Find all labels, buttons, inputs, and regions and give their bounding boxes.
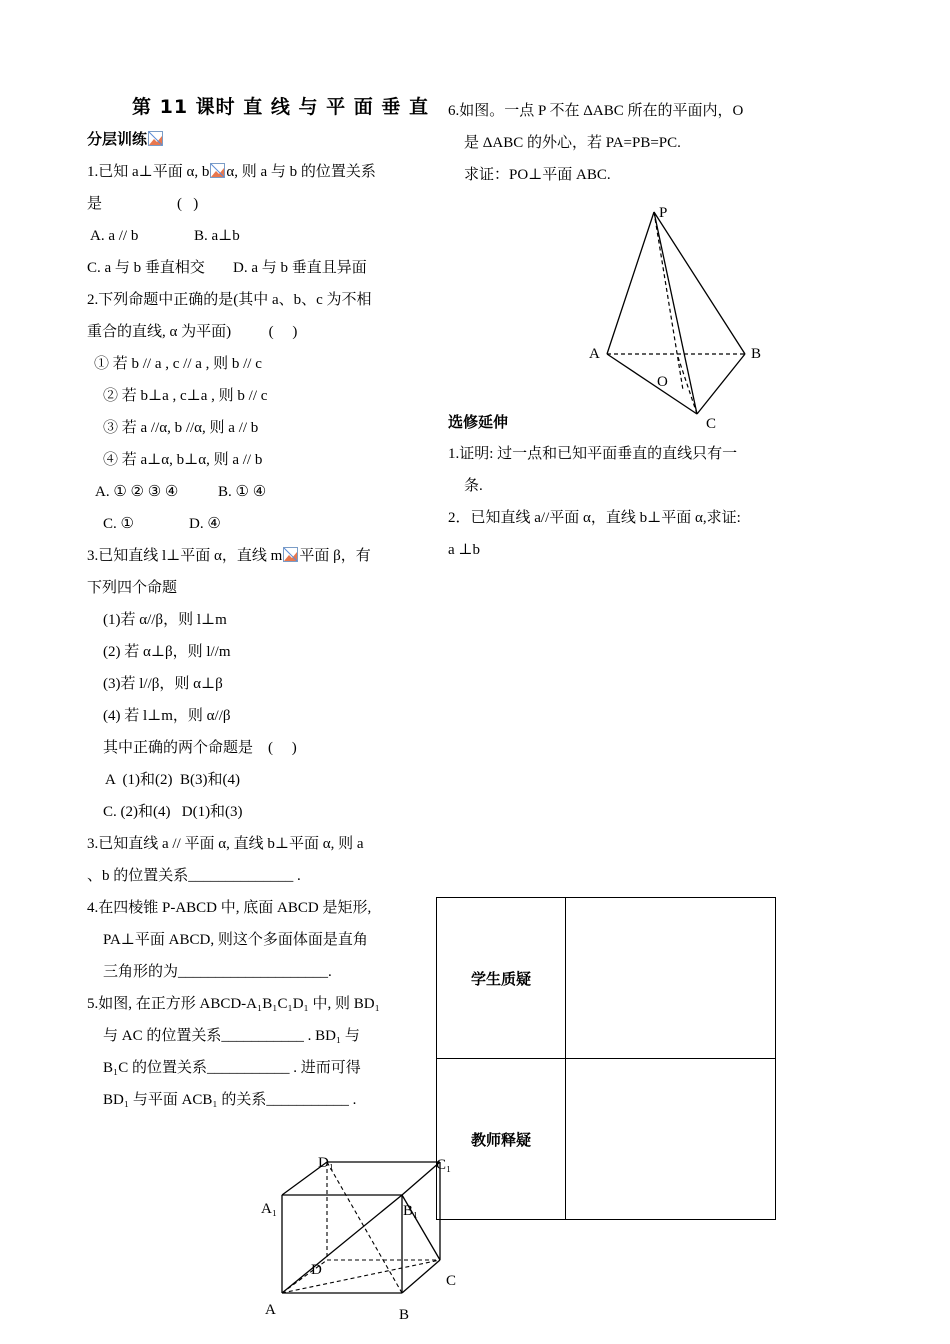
segment-PO-hidden (654, 212, 683, 390)
ext2-line2: a ⊥b (448, 542, 481, 558)
q2-proposition-2: ② 若 b⊥a , c⊥a , 则 b // c (103, 388, 268, 404)
label-B: B (751, 346, 762, 362)
segment-CO-hidden (677, 354, 697, 414)
diagonal-AB1 (282, 1195, 402, 1293)
page-title: 第 11 课时 直 线 与 平 面 垂 直 (132, 96, 429, 118)
label-A: A (265, 1302, 276, 1318)
q5-line3: B₁C 的位置关系___________ . 进而可得 (103, 1060, 361, 1076)
table-row (437, 898, 776, 1059)
q5-line2: 与 AC 的位置关系___________ . BD₁ 与 (103, 1028, 360, 1044)
edge-AC (607, 354, 697, 414)
label-P: P (659, 205, 668, 221)
q3-text-a: 3.已知直线 l⊥平面 α，直线 m (87, 548, 283, 564)
edge-B1C1 (402, 1162, 440, 1195)
q1-text-a: 1.已知 a⊥平面 α, b (87, 164, 210, 180)
cube-figure (255, 1150, 470, 1330)
q1-option-a: A. a // b (90, 228, 139, 244)
q3b-line2: 、b 的位置关系______________ . (87, 868, 301, 884)
q1-line2: 是 ( ) (87, 196, 199, 212)
label-A1: A₁ (261, 1201, 278, 1217)
edge-PA (607, 212, 654, 354)
q3-options-cd: C. (2)和(4) D(1)和(3) (103, 804, 243, 820)
diagonal-BD1-hidden (327, 1162, 402, 1293)
q2-proposition-3: ③ 若 a //α, b //α, 则 a // b (103, 420, 259, 436)
section-heading: 分层训练 (87, 130, 148, 148)
label-B: B (399, 1307, 410, 1323)
diagonal-AC-hidden (282, 1260, 440, 1293)
q2-proposition-1: ① 若 b // a , c // a , 则 b // c (94, 356, 262, 372)
q2-option-b: B. ① ④ (218, 484, 267, 500)
q1-option-d: D. a 与 b 垂直且异面 (233, 260, 367, 276)
q3-proposition-1: (1)若 α//β，则 l⊥m (103, 612, 227, 628)
q3-proposition-4: (4) 若 l⊥m，则 α//β (103, 708, 231, 724)
q2-option-d: D. ④ (189, 516, 221, 532)
q1-option-b: B. a⊥b (194, 228, 240, 244)
teacher-answers-cell[interactable] (566, 1059, 776, 1220)
section-elective-extension: 选修延伸 (448, 413, 509, 431)
q3-proposition-2: (2) 若 α⊥β，则 l//m (103, 644, 231, 660)
q3-line1 (87, 546, 371, 566)
q3b-line1: 3.已知直线 a // 平面 α, 直线 b⊥平面 α, 则 a (87, 836, 364, 852)
q2-option-a: A. ① ② ③ ④ (95, 484, 179, 500)
broken-image-icon (283, 547, 298, 562)
edge-BC (697, 354, 745, 414)
q6-line3: 求证：PO⊥平面 ABC. (464, 167, 611, 183)
q4-line3: 三角形的为____________________. (103, 964, 332, 980)
q1-line1 (87, 162, 376, 182)
student-questions-label: 学生质疑 (437, 898, 566, 1059)
q4-line1: 4.在四棱锥 P-ABCD 中, 底面 ABCD 是矩形, (87, 900, 372, 916)
ext1-line1: 1.证明: 过一点和已知平面垂直的直线只有一 (448, 446, 738, 462)
label-O: O (657, 374, 668, 390)
table-row (437, 1059, 776, 1220)
label-A: A (589, 346, 600, 362)
q5-line4: BD₁ 与平面 ACB₁ 的关系___________ . (103, 1092, 357, 1108)
q1-text-b: α, 则 a 与 b 的位置关系 (226, 164, 376, 180)
ext2-line1: 2．已知直线 a//平面 α，直线 b⊥平面 α,求证: (448, 510, 741, 526)
q3-proposition-3: (3)若 l//β，则 α⊥β (103, 676, 223, 692)
section-layered-training (87, 129, 164, 149)
q3-ask: 其中正确的两个命题是 ( ) (103, 740, 297, 756)
q2-option-c: C. ① (103, 516, 134, 532)
broken-image-icon (148, 131, 163, 146)
q6-line2: 是 ΔABC 的外心，若 PA=PB=PC. (464, 135, 681, 151)
q4-line2: PA⊥平面 ABCD, 则这个多面体面是直角 (103, 932, 368, 948)
label-C: C (446, 1273, 457, 1289)
label-C1: C₁ (436, 1157, 452, 1173)
label-D: D (311, 1262, 322, 1278)
q3-text-b: 平面 β，有 (299, 548, 371, 564)
q2-line2: 重合的直线, α 为平面) ( ) (87, 324, 298, 340)
edge-PB (654, 212, 745, 354)
q6-line1: 6.如图。一点 P 不在 ΔABC 所在的平面内，O (448, 103, 744, 119)
question-answer-table (436, 897, 776, 1220)
q5-line1: 5.如图, 在正方形 ABCD-A₁B₁C₁D₁ 中, 则 BD₁ (87, 996, 380, 1012)
teacher-answers-label: 教师释疑 (437, 1059, 566, 1220)
q2-line1: 2.下列命题中正确的是(其中 a、b、c 为不相 (87, 292, 372, 308)
q2-proposition-4: ④ 若 a⊥α, b⊥α, 则 a // b (103, 452, 263, 468)
label-C: C (706, 416, 717, 432)
label-B1: B₁ (403, 1203, 419, 1219)
pyramid-figure (580, 200, 780, 435)
q3-options-ab: A (1)和(2) B(3)和(4) (105, 772, 240, 788)
edge-BC (402, 1260, 440, 1293)
ext1-line2: 条. (464, 478, 483, 494)
q3-line2: 下列四个命题 (87, 580, 178, 596)
student-questions-cell[interactable] (566, 898, 776, 1059)
q1-option-c: C. a 与 b 垂直相交 (87, 260, 205, 276)
broken-image-icon (210, 163, 225, 178)
label-D1: D₁ (318, 1155, 335, 1171)
